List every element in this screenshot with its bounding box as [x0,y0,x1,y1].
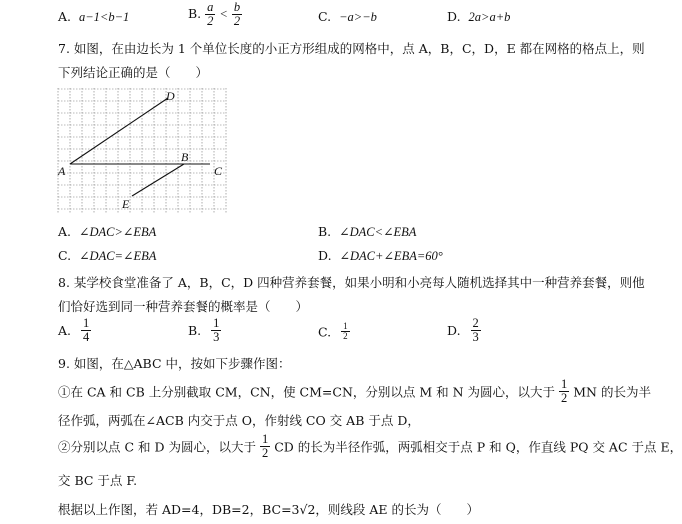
segment-EB [132,164,184,196]
q7-stem-line1: 7. 如图，在由边长为 1 个单位长度的小正方形组成的网格中，点 A，B，C，D，E 都在网格的格点上，则 [58,41,645,56]
q6-option-b [188,1,242,28]
option-expr: 2a>a+b [468,10,511,24]
option-expr: a−1<b−1 [79,10,130,24]
q7-option-c [58,248,156,264]
segment-AD [70,98,168,164]
q6-option-d [447,9,510,25]
fraction-half: $\frac{1}{2}$ [261,432,269,461]
less-than: < [219,7,228,22]
q6-option-c [318,9,377,25]
fraction-1-3: $\frac{1}{3}$ [213,316,220,345]
label-A: A [58,164,66,178]
fraction-2-3: $\frac{2}{3}$ [472,316,479,345]
grid [58,88,226,213]
option-letter: A. [58,224,72,239]
option-letter: D. [447,9,461,24]
fraction-a-over-2: $\frac{a}{2}$ [207,0,214,29]
q8-option-c [318,322,350,342]
label-E: E [122,197,130,211]
option-letter: D. [318,248,332,263]
option-expr: ∠DAC+∠EBA=60° [339,249,443,263]
option-letter: C. [318,324,332,340]
q8-stem-line2: 们恰好选到同一种营养套餐的概率是（ ） [58,299,309,314]
q7-grid-figure [50,86,230,216]
fraction-b-over-2: $\frac{b}{2}$ [233,0,241,29]
fraction-1-4: $\frac{1}{4}$ [83,316,90,345]
fraction-half: $\frac{1}{2}$ [561,377,568,406]
q8-option-b [188,317,221,344]
q6-option-a [58,9,129,25]
option-letter: A. [58,9,72,24]
label-C: C [214,164,223,178]
option-expr: ∠DAC=∠EBA [79,249,157,263]
option-letter: B. [188,6,202,22]
q8-stem-line1: 8. 某学校食堂准备了 A，B，C，D 四种营养套餐，如果小明和小亮每人随机选择其中一种营养套餐，则他 [58,275,645,290]
option-letter: C. [58,248,72,263]
option-expr: ∠DAC<∠EBA [339,225,417,239]
q9-stem-line1: 9. 如图，在△ABC 中，按如下步骤作图： [58,356,291,371]
label-B: B [181,150,189,164]
option-letter: C. [318,9,332,24]
q7-option-a [58,224,156,240]
fraction-1-2: $\frac{1}{2}$ [343,321,348,342]
option-expr: ∠DAC>∠EBA [79,225,157,239]
option-letter: A. [58,323,72,339]
q7-stem-line2: 下列结论正确的是（ ） [58,65,209,80]
q9-step2-line1: ②分别以点 C 和 D 为圆心，以大于 $\frac{1}{2}$ CD 的长为半径作弧，两弧相交于点 P 和 Q，作直线 PQ 交 AC 于点 E， [58,432,682,461]
q7-option-b [318,224,416,240]
q9-step2-line2: 交 BC 于点 F. [58,473,138,488]
q9-step1-line2: 径作弧，两弧在∠ACB 内交于点 O，作射线 CO 交 AB 于点 D， [58,413,420,428]
q9-final-line: 根据以上作图，若 AD=4，DB=2，BC=3√2，则线段 AE 的长为（ ） [58,502,480,517]
q9-step1-line1: ①在 CA 和 CB 上分别截取 CM，CN，使 CM=CN，分别以点 M 和 N 为圆心，以大于 $\frac{1}{2}$ MN 的长为半 [58,377,651,406]
option-letter: B. [188,323,202,339]
q7-option-d [318,248,443,264]
q8-option-a [58,317,91,344]
option-expr: −a>−b [339,10,377,24]
q8-option-d [447,317,481,344]
option-letter: B. [318,224,332,239]
label-D: D [166,89,175,103]
option-letter: D. [447,323,461,339]
